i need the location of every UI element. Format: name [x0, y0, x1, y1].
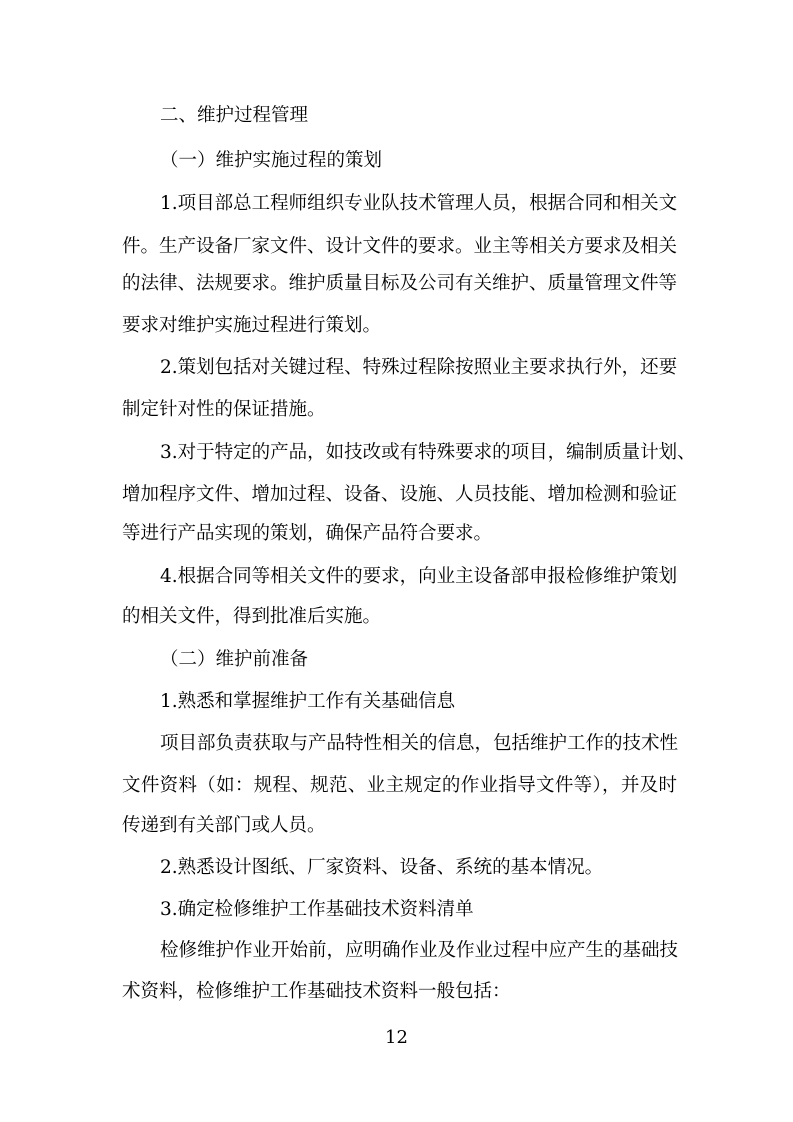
paragraph-line: 3.对于特定的产品，如技改或有特殊要求的项目，编制质量计划、: [160, 442, 696, 463]
paragraph-line: 项目部负责获取与产品特性相关的信息，包括维护工作的技术性: [160, 733, 679, 754]
paragraph-line: 文件资料（如：规程、规范、业主规定的作业指导文件等），并及时: [122, 775, 677, 796]
paragraph-line: 要求对维护实施过程进行策划。: [122, 315, 382, 336]
paragraph-line: 1.项目部总工程师组织专业队技术管理人员，根据合同和相关文: [160, 193, 678, 214]
paragraph-line: 件。生产设备厂家文件、设计文件的要求。业主等相关方要求及相关: [122, 236, 678, 257]
paragraph-line: 传递到有关部门或人员。: [122, 815, 326, 836]
subsection-heading: （一）维护实施过程的策划: [160, 150, 383, 171]
paragraph-line: 2.策划包括对关键过程、特殊过程除按照业主要求执行外，还要: [160, 357, 678, 378]
paragraph-line: 的法律、法规要求。维护质量目标及公司有关维护、质量管理文件等: [122, 273, 678, 294]
numbered-item: 2.熟悉设计图纸、厂家资料、设备、系统的基本情况。: [160, 857, 604, 878]
numbered-heading: 1.熟悉和掌握维护工作有关基础信息: [160, 691, 456, 712]
paragraph-line: 等进行产品实现的策划，确保产品符合要求。: [122, 523, 493, 544]
subsection-heading: （二）维护前准备: [160, 649, 309, 670]
paragraph-line: 制定针对性的保证措施。: [122, 399, 326, 420]
paragraph-line: 检修维护作业开始前，应明确作业及作业过程中应产生的基础技: [160, 940, 679, 961]
paragraph-line: 术资料，检修维护工作基础技术资料一般包括：: [122, 981, 511, 1002]
numbered-heading: 3.确定检修维护工作基础技术资料清单: [160, 899, 474, 920]
paragraph-line: 的相关文件，得到批准后实施。: [122, 606, 382, 627]
paragraph-line: 增加程序文件、增加过程、设备、设施、人员技能、增加检测和验证: [122, 484, 678, 505]
paragraph-line: 4.根据合同等相关文件的要求，向业主设备部申报检修维护策划: [160, 566, 678, 587]
section-heading: 二、维护过程管理: [160, 105, 309, 126]
page-number: 12: [385, 1027, 408, 1048]
